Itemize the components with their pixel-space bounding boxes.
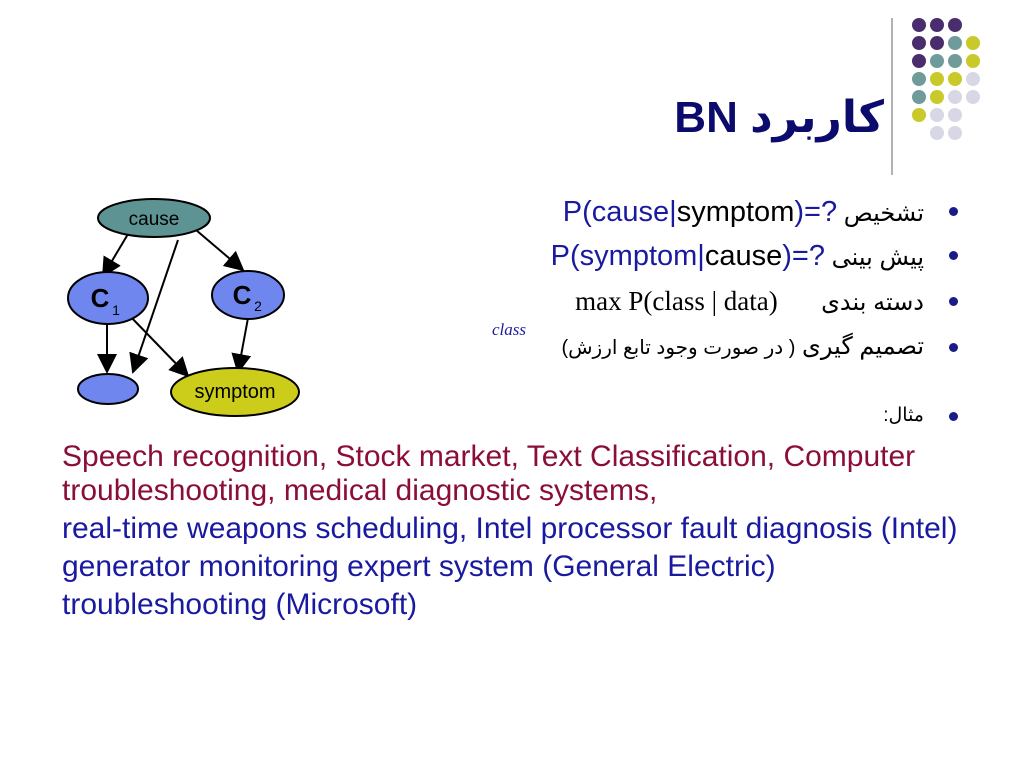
- decorative-dot: [948, 126, 962, 140]
- decorative-dot: [966, 72, 980, 86]
- bullet-dot: [949, 207, 958, 216]
- application-line: troubleshooting (Microsoft): [62, 588, 418, 621]
- decorative-dot: [912, 54, 926, 68]
- symptom-node-label: symptom: [194, 381, 276, 403]
- edge-cause-c1: [103, 234, 128, 276]
- decorative-dot: [912, 108, 926, 122]
- c1-node-label: C: [90, 283, 110, 313]
- decorative-dot: [930, 72, 944, 86]
- bayes-network-diagram: [60, 195, 320, 425]
- decorative-dot: [930, 54, 944, 68]
- bullet-diagnosis-label: تشخیص: [843, 200, 924, 227]
- decorative-dot: [966, 36, 980, 50]
- bullet-prediction-label: پیش بینی: [831, 244, 924, 271]
- decorative-dot: [930, 126, 944, 140]
- decorative-dot: [948, 90, 962, 104]
- decorative-dot: [948, 54, 962, 68]
- cause-node-label: cause: [128, 209, 180, 230]
- bullet-classification-expression: max P(class | data): [575, 286, 778, 316]
- decorative-dot: [948, 36, 962, 50]
- decorative-dot: [930, 90, 944, 104]
- decorative-dot: [948, 72, 962, 86]
- bullet-prediction: [551, 240, 924, 273]
- application-line: generator monitoring expert system (General Electric): [62, 550, 776, 583]
- bullet-classification-label: دسته بندی: [821, 289, 924, 316]
- bullet-example: [883, 404, 924, 427]
- applications-list: [62, 440, 962, 626]
- bullet-dot: [949, 297, 958, 306]
- c2-node-label: C: [232, 280, 252, 310]
- bullet-prediction-expression: P(symptom|cause)=?: [550, 240, 825, 272]
- application-line: real-time weapons scheduling, Intel processor fault diagnosis (Intel): [62, 512, 958, 545]
- decorative-dot: [930, 18, 944, 32]
- bullet-dot: [949, 412, 958, 421]
- bullet-decision-note: ( در صورت وجود تابع ارزش): [561, 337, 796, 359]
- decorative-dot: [912, 36, 926, 50]
- edge-c2-symptom: [238, 318, 248, 372]
- edge-cause-c2: [196, 230, 243, 270]
- slide-title: کاربرد BN: [674, 93, 884, 142]
- decorative-dot: [948, 108, 962, 122]
- edge-c1-symptom: [128, 314, 188, 376]
- bullet-dot: [949, 251, 958, 260]
- bullet-diagnosis: [563, 196, 924, 229]
- decorative-dot: [966, 90, 980, 104]
- bullet-decision-label: تصمیم گیری: [802, 333, 924, 360]
- decorative-dot: [912, 72, 926, 86]
- application-line: Speech recognition, Stock market, Text Classification, Computer troubleshooting, medical diagnostic systems,: [62, 440, 916, 507]
- decorative-dot: [912, 90, 926, 104]
- unlabeled-node: [78, 374, 138, 404]
- decorative-dot: [948, 18, 962, 32]
- classification-subscript: class: [492, 320, 526, 339]
- c2-node-subscript: 2: [254, 298, 262, 314]
- c1-node-subscript: 1: [112, 302, 120, 318]
- bullet-decision: [561, 332, 924, 361]
- decorative-dot: [930, 36, 944, 50]
- bullet-dot: [949, 343, 958, 352]
- bullet-classification: [575, 286, 924, 317]
- decorative-dot: [912, 18, 926, 32]
- bullet-example-label: مثال:: [883, 405, 924, 426]
- bullet-diagnosis-expression: P(cause|symptom)=?: [562, 196, 838, 228]
- decorative-dot: [930, 108, 944, 122]
- decorative-dot: [966, 54, 980, 68]
